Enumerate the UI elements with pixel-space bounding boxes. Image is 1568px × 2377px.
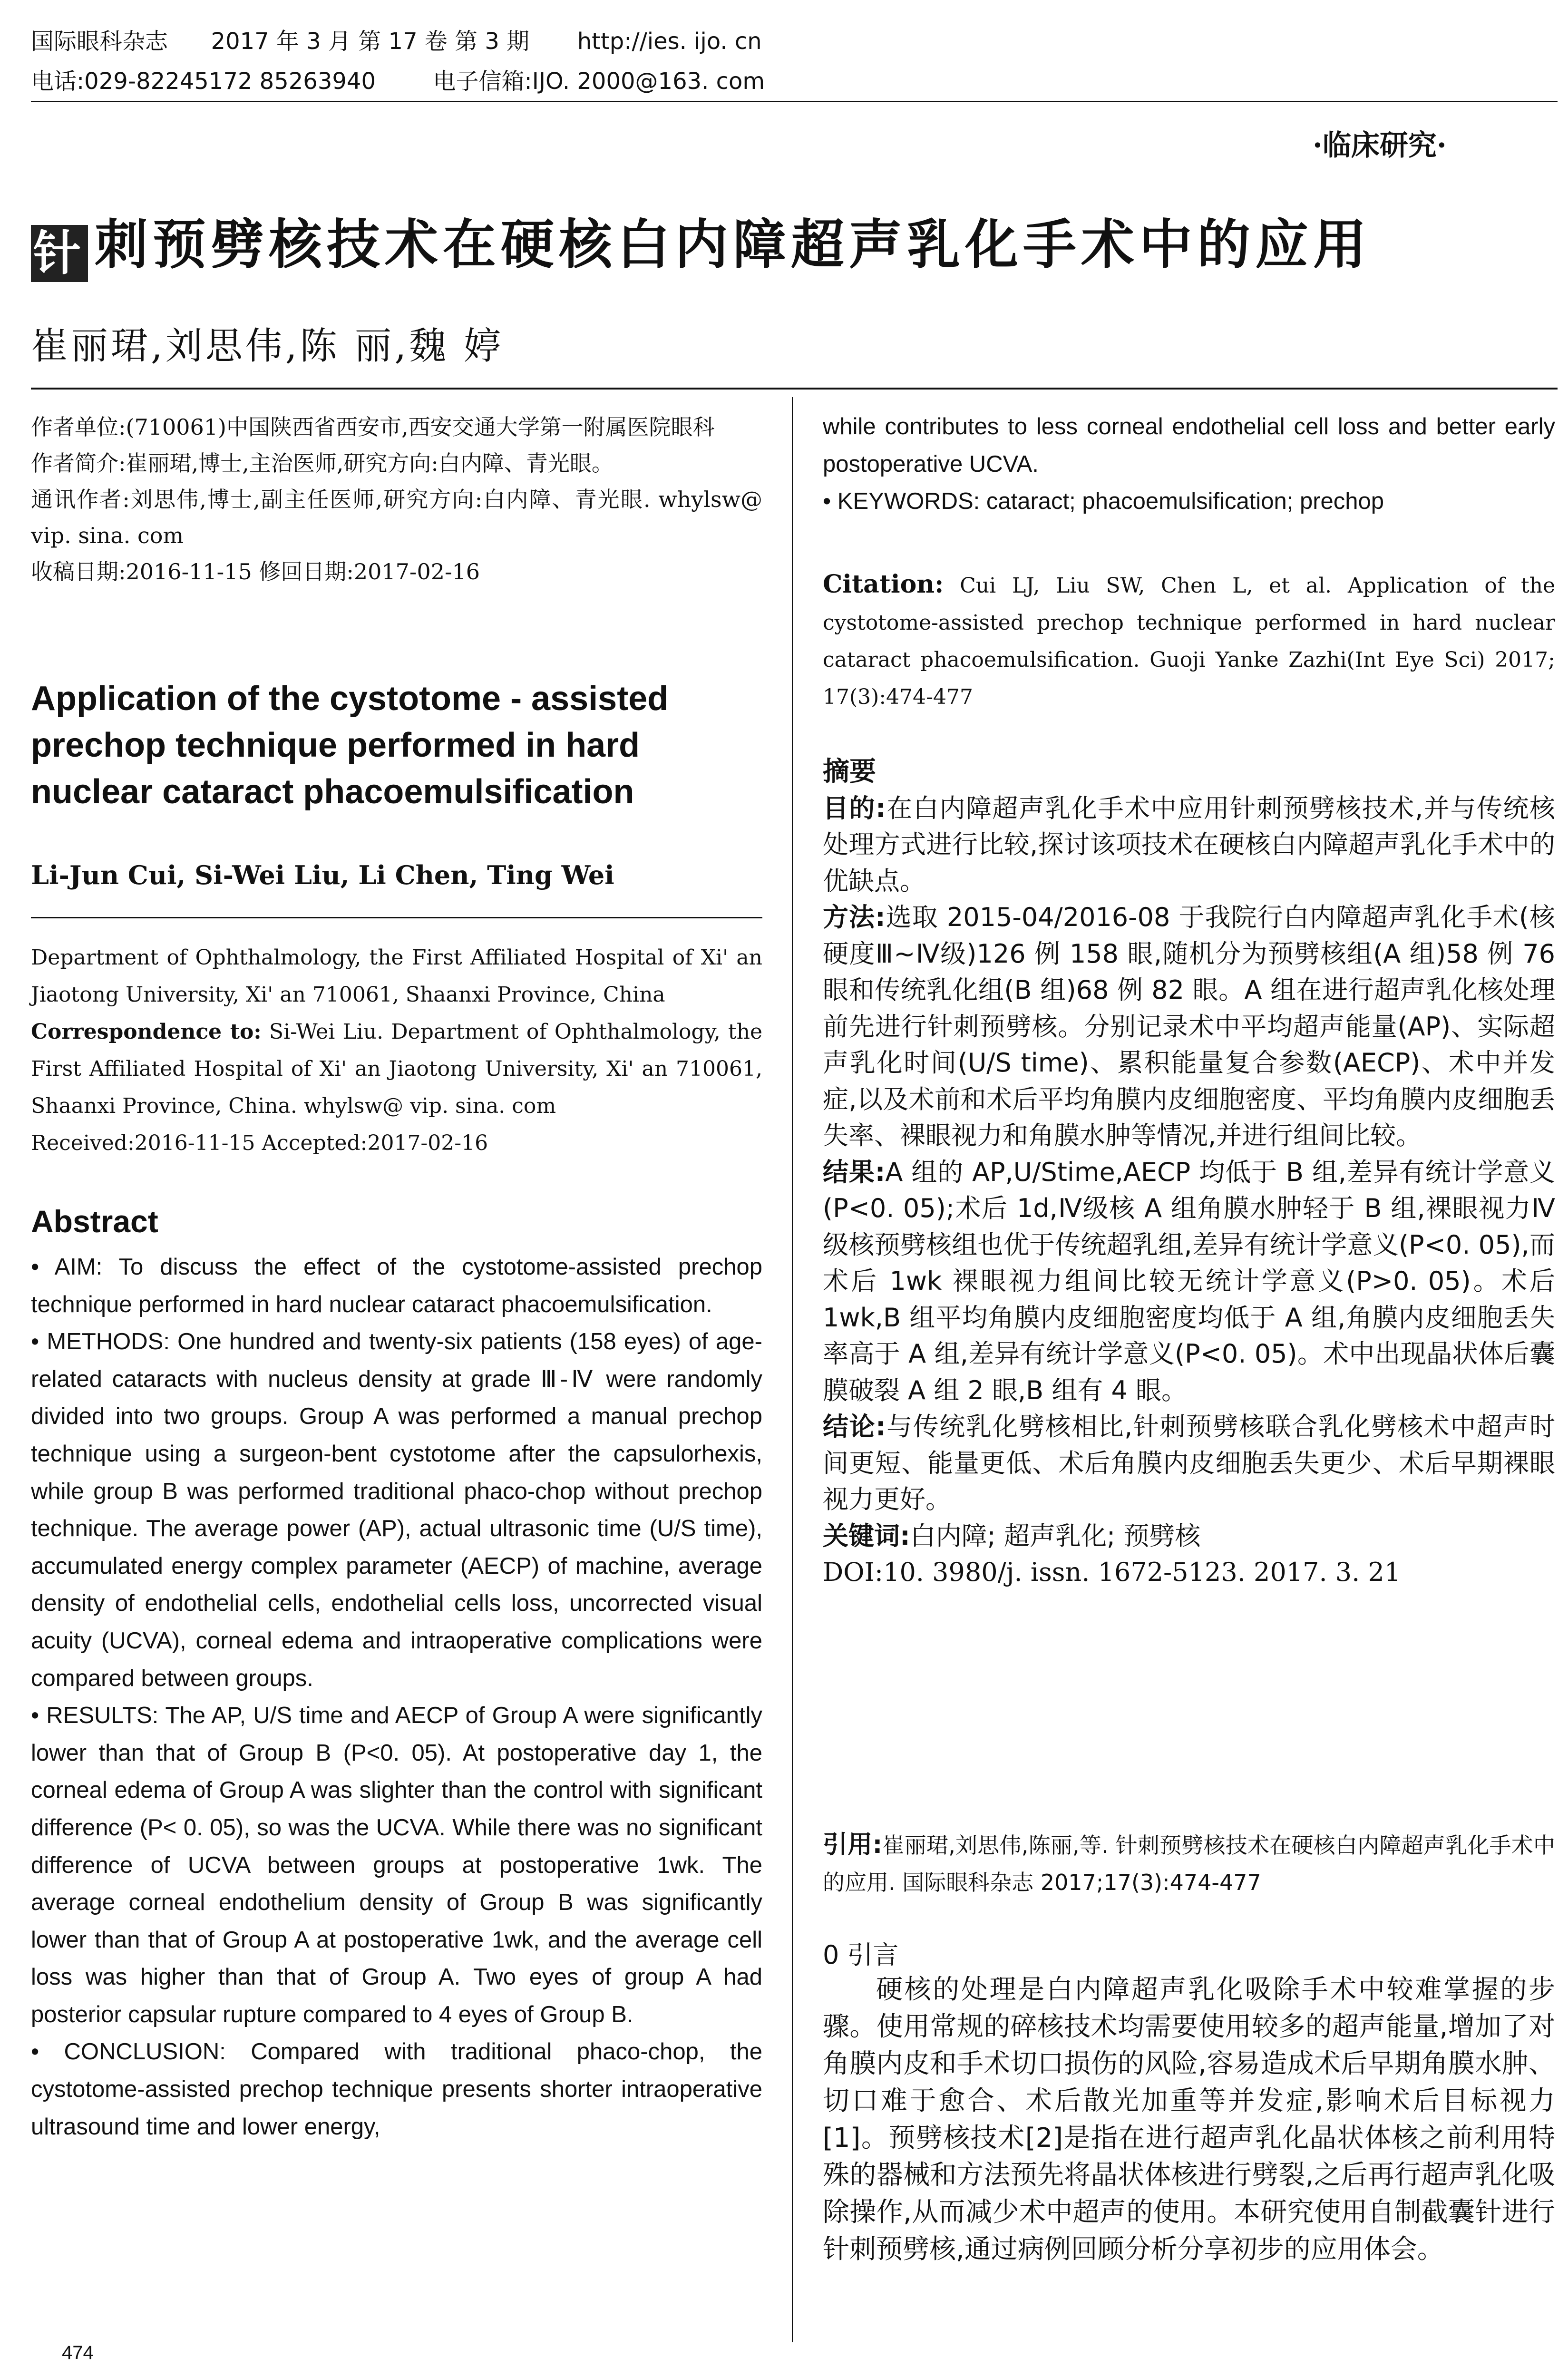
- email-info: 电子信箱:IJO. 2000@163. com: [433, 68, 765, 95]
- title-rule: [31, 388, 1558, 390]
- cn-methods-text: 选取 2015-04/2016-08 于我院行白内障超声乳化手术(核硬度Ⅲ~Ⅳ级)126 例 158 眼,随机分为预劈核组(A 组)58 例 76 眼和传统乳化组(B 组)68 例 82 眼。A 组在进行超声乳化核处理前先进行针刺预劈核。分别记录术中平均超声能量(AP)、实际超声乳化时间(U/S time)、累积能量复合参数(AECP)、术中并发症,以及术前和术后平均角膜内皮细胞密度、平均角膜内皮细胞丢失率、裸眼视力和角膜水肿等情况,并进行组间比较。: [823, 902, 1555, 1150]
- abstract-results: • RESULTS: The AP, U/S time and AECP of Group A were significantly lower than that of Group B (P<0. 05). At postoperative day 1, the corneal edema of Group A was slighter than the control with significant difference (P< 0. 05), so was the UCVA. While there was no significant difference of UCVA between groups at postoperative 1wk. The average corneal endothelium density of Group B was significantly lower than that of Group A at postoperative 1wk, and the average cell loss was higher than that of Group A. Two eyes of group A had posterior capsular rupture compared to 4 eyes of Group B.: [31, 1703, 762, 2027]
- cn-abstract: [823, 754, 1555, 1591]
- intro-section: [823, 1971, 1555, 2268]
- received-dates-cn: 收稿日期:2016-11-15 修回日期:2017-02-16: [31, 559, 480, 585]
- authors-rule: [31, 917, 762, 918]
- issue-info: 2017 年 3 月 第 17 卷 第 3 期: [211, 28, 530, 55]
- cn-abstract-methods: [823, 899, 1555, 1154]
- cn-abstract-results: [823, 1154, 1555, 1409]
- journal-name: 国际眼科杂志: [31, 28, 168, 55]
- cn-methods-label: 方法:: [823, 902, 886, 932]
- title-first-char-mark: 针: [31, 225, 88, 282]
- cn-metadata: [31, 409, 762, 590]
- cn-keywords: [823, 1518, 1555, 1555]
- cn-citation-text: 崔丽珺,刘思伟,陈丽,等. 针刺预劈核技术在硬核白内障超声乳化手术中的应用. 国际眼科杂志 2017;17(3):474-477: [823, 1832, 1555, 1895]
- article-title: [31, 202, 1371, 282]
- english-title: Application of the cystotome - assisted prechop technique performed in hard nuclear cataract phacoemulsification: [31, 680, 669, 811]
- cn-aim-label: 目的:: [823, 793, 886, 823]
- keywords-en: • KEYWORDS: cataract; phacoemulsification; prechop: [823, 488, 1384, 515]
- cn-citation: [823, 1826, 1555, 1901]
- phone-info: 电话:029-82245172 85263940: [31, 68, 376, 95]
- abstract-conclusion: • CONCLUSION: Compared with traditional phaco-chop, the cystotome-assisted prechop technique presents shorter intraoperative ultrasound time and lower energy,: [31, 2039, 762, 2140]
- cn-abstract-conclusion: [823, 1409, 1555, 1518]
- english-authors: Li-Jun Cui, Si-Wei Liu, Li Chen, Ting Wei: [31, 860, 614, 890]
- running-header-line1: [31, 23, 762, 56]
- journal-website[interactable]: http://ies. ijo. cn: [577, 28, 762, 55]
- cn-conclusion-text: 与传统乳化劈核相比,针刺预劈核联合乳化劈核术中超声时间更短、能量更低、术后角膜内皮细胞丢失更少、术后早期裸眼视力更好。: [823, 1412, 1555, 1514]
- cn-keywords-text: 白内障; 超声乳化; 预劈核: [910, 1520, 1201, 1551]
- cn-citation-label: 引用:: [823, 1831, 883, 1859]
- abstract-conclusion-cont: while contributes to less corneal endothelial cell loss and better early postoperative UCVA.: [823, 414, 1555, 477]
- citation-label: Citation:: [823, 570, 944, 599]
- cn-aim-text: 在白内障超声乳化手术中应用针刺预劈核技术,并与传统核处理方式进行比较,探讨该项技术在硬核白内障超声乳化手术中的优缺点。: [823, 793, 1555, 896]
- intro-heading: 0 引言: [823, 1940, 899, 1970]
- abstract-en-continued: [823, 408, 1555, 520]
- author-bio-cn: 作者简介:崔丽珺,博士,主治医师,研究方向:白内障、青光眼。: [31, 450, 614, 476]
- section-label: ·临床研究·: [1313, 129, 1447, 162]
- author-affiliation-cn: 作者单位:(710061)中国陕西省西安市,西安交通大学第一附属医院眼科: [31, 414, 715, 440]
- cn-abstract-heading: 摘要: [823, 756, 876, 787]
- authors-cn: 崔丽珺,刘思伟,陈 丽,魏 婷: [31, 325, 504, 368]
- header-rule: [31, 101, 1558, 102]
- abstract-en: [31, 1248, 762, 2145]
- page-number: 474: [62, 2342, 94, 2363]
- intro-paragraph: 硬核的处理是白内障超声乳化吸除手术中较难掌握的步骤。使用常规的碎核技术均需要使用较多的超声能量,增加了对角膜内皮和手术切口损伤的风险,容易造成术后早期角膜水肿、切口难于愈合、术后散光加重等并发症,影响术后目标视力[1]。预劈核技术[2]是指在进行超声乳化晶状体核之前利用特殊的器械和方法预先将晶状体核进行劈裂,之后再行超声乳化吸除操作,从而减少术中超声的使用。本研究使用自制截囊针进行针刺预劈核,通过病例回顾分析分享初步的应用体会。: [823, 1974, 1555, 2265]
- corresponding-author-cn: 通讯作者:刘思伟,博士,副主任医师,研究方向:白内障、青光眼. whylsw@ vip. sina. com: [31, 487, 762, 548]
- cn-conclusion-label: 结论:: [823, 1412, 886, 1442]
- cn-results-label: 结果:: [823, 1157, 886, 1187]
- running-header-line2: [31, 63, 765, 96]
- correspondence-en: [31, 1013, 762, 1125]
- column-divider: [792, 397, 793, 2342]
- citation-en: [823, 566, 1555, 716]
- cn-results-text: A 组的 AP,U/Stime,AECP 均低于 B 组,差异有统计学意义(P<0. 05);术后 1d,Ⅳ级核 A 组角膜水肿轻于 B 组,裸眼视力Ⅳ级核预劈核组也优于传统超乳组,差异有统计学意义(P<0. 05),而术后 1wk 裸眼视力组间比较无统计学意义(P>0. 05)。术后 1wk,B 组平均角膜内皮细胞密度均低于 A 组,角膜内皮细胞丢失率高于 A 组,差异有统计学意义(P<0. 05)。术中出现晶状体后囊膜破裂 A 组 2 眼,B 组有 4 眼。: [823, 1157, 1555, 1405]
- abstract-heading: Abstract: [31, 1204, 158, 1239]
- received-accepted: Received:2016-11-15 Accepted:2017-02-16: [31, 1131, 488, 1155]
- doi[interactable]: DOI:10. 3980/j. issn. 1672-5123. 2017. 3. 21: [823, 1557, 1401, 1587]
- affiliation-en: Department of Ophthalmology, the First Affiliated Hospital of Xi' an Jiaotong University, Xi' an 710061, Shaanxi Province, China: [31, 945, 762, 1007]
- citation-text: Cui LJ, Liu SW, Chen L, et al. Application of the cystotome-assisted prechop technique performed in hard nuclear cataract phacoemulsification. Guoji Yanke Zazhi(Int Eye Sci) 2017; 17(3):474-477: [823, 574, 1555, 709]
- abstract-aim: • AIM: To discuss the effect of the cystotome-assisted prechop technique performed in hard nuclear cataract phacoemulsification.: [31, 1254, 762, 1317]
- correspondence-text: Si-Wei Liu. Department of Ophthalmology, the First Affiliated Hospital of Xi' an Jiaotong University, Xi' an 710061, Shaanxi Province, China. whylsw@ vip. sina. com: [31, 1020, 762, 1118]
- correspondence-label: Correspondence to:: [31, 1020, 262, 1044]
- abstract-methods: • METHODS: One hundred and twenty-six patients (158 eyes) of age-related cataracts with nucleus density at grade Ⅲ-Ⅳ were randomly divided into two groups. Group A was performed a manual prechop technique using a surgeon-bent cystotome after the capsulorhexis, while group B was performed traditional phaco-chop without prechop technique. The average power (AP), actual ultrasonic time (U/S time), accumulated energy complex parameter (AECP) of machine, average density of endothelial cells, endothelial cells loss, uncorrected visual acuity (UCVA), corneal edema and intraoperative complications were compared between groups.: [31, 1329, 762, 1691]
- affiliation-block: [31, 939, 762, 1162]
- title-text: 刺预劈核技术在硬核白内障超声乳化手术中的应用: [95, 214, 1371, 276]
- cn-keywords-label: 关键词:: [823, 1520, 910, 1551]
- cn-abstract-aim: [823, 790, 1555, 900]
